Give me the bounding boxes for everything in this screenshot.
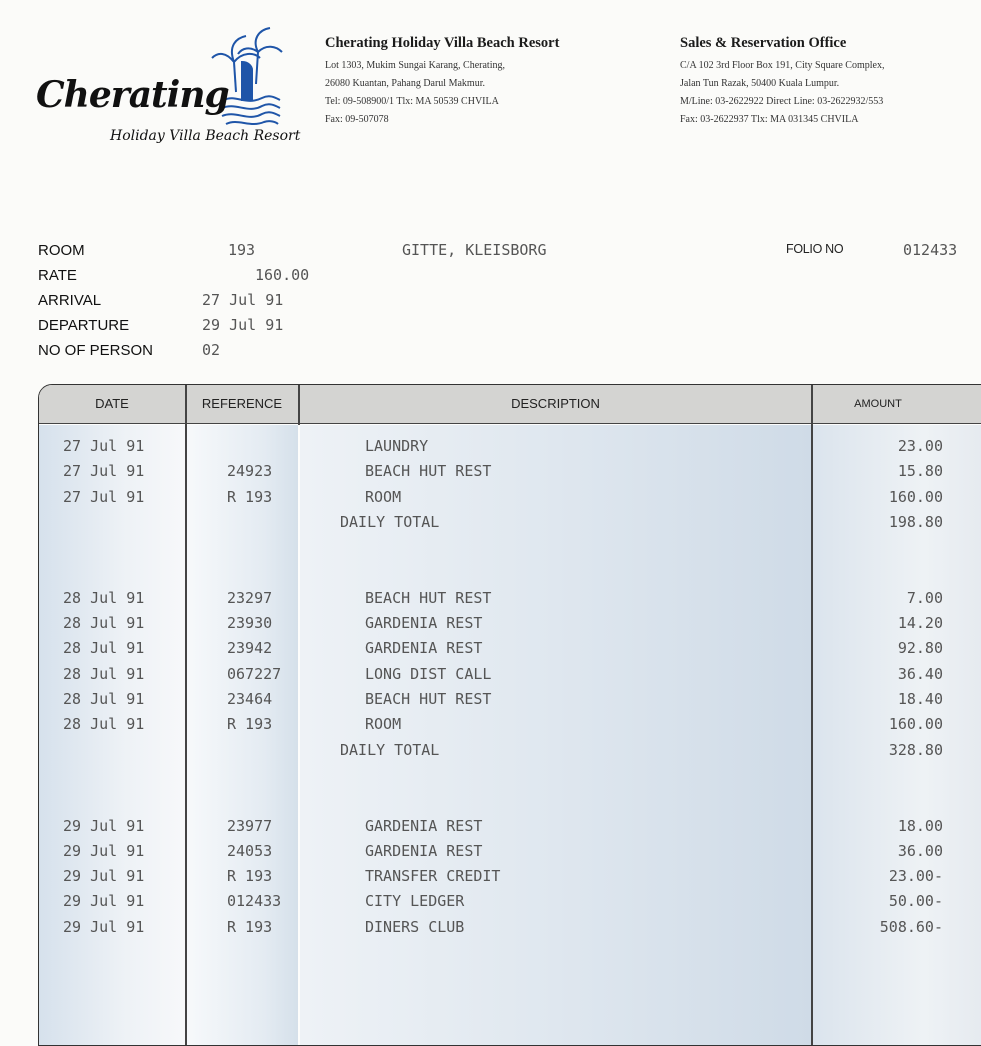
row-date: 28 Jul 91: [63, 614, 145, 633]
row-description: GARDENIA REST: [365, 816, 483, 835]
persons-label: NO OF PERSON: [38, 342, 154, 359]
row-description: BEACH HUT REST: [365, 462, 492, 481]
row-amount: 18.00: [897, 816, 943, 835]
row-reference: 067227: [227, 664, 282, 683]
row-amount: 23.00-: [888, 867, 943, 886]
row-amount: 14.20: [897, 614, 943, 633]
row-date: 29 Jul 91: [63, 816, 145, 835]
row-amount: 23.00: [897, 437, 943, 455]
column-header-description: DESCRIPTION: [511, 396, 600, 411]
row-date: 27 Jul 91: [63, 437, 145, 455]
hotel-phone-line: Tel: 09-508900/1 Tlx: MA 50539 CHVILA: [325, 96, 499, 107]
column-header-reference: REFERENCE: [201, 396, 283, 411]
row-date: 28 Jul 91: [63, 639, 145, 658]
row-description: GARDENIA REST: [365, 639, 483, 658]
row-reference: R 193: [227, 867, 273, 886]
folio-ledger-table: [38, 384, 981, 1046]
row-amount: 7.00: [906, 588, 943, 607]
row-reference: 23977: [227, 816, 273, 835]
logo-tagline: Holiday Villa Beach Resort: [110, 128, 301, 144]
row-amount: 36.40: [897, 664, 943, 683]
row-date: 29 Jul 91: [63, 841, 145, 860]
table-row: [39, 437, 981, 462]
guest-name: GITTE, KLEISBORG: [402, 241, 547, 259]
room-label: ROOM: [38, 242, 85, 259]
arrival-value: 27 Jul 91: [202, 291, 284, 309]
row-date: 28 Jul 91: [63, 664, 145, 683]
column-divider: [298, 385, 300, 425]
daily-total-row: [39, 513, 981, 538]
row-description: CITY LEDGER: [365, 892, 465, 911]
row-date: 28 Jul 91: [63, 588, 145, 607]
table-row: [39, 918, 981, 943]
folio-label: FOLIO NO: [786, 242, 844, 256]
row-reference: R 193: [227, 487, 273, 506]
row-amount: 160.00: [888, 487, 943, 506]
table-row: [39, 589, 981, 614]
row-description: GARDENIA REST: [365, 614, 483, 633]
arrival-label: ARRIVAL: [38, 292, 102, 309]
departure-value: 29 Jul 91: [202, 316, 284, 334]
hotel-fax-line: Fax: 09-507078: [325, 114, 389, 125]
table-row: [39, 639, 981, 664]
row-date: 27 Jul 91: [63, 487, 145, 506]
persons-value: 02: [202, 341, 221, 359]
row-date: 28 Jul 91: [63, 715, 145, 734]
rate-label: RATE: [38, 267, 77, 284]
hotel-name: Cherating Holiday Villa Beach Resort: [325, 35, 560, 51]
room-value: 193: [228, 241, 256, 259]
logo-wordmark: Cherating: [36, 74, 229, 116]
row-reference: 23464: [227, 690, 273, 708]
table-row: [39, 892, 981, 917]
row-amount: 50.00-: [888, 892, 943, 911]
row-amount: 15.80: [897, 462, 943, 481]
row-date: 28 Jul 91: [63, 690, 145, 708]
table-row: [39, 715, 981, 740]
row-reference: 012433: [227, 892, 282, 911]
rate-value: 160.00: [255, 266, 310, 284]
row-reference: 24923: [227, 462, 273, 481]
row-description: BEACH HUT REST: [365, 690, 492, 708]
row-date: 29 Jul 91: [63, 867, 145, 886]
table-row: [39, 690, 981, 715]
row-description: ROOM: [365, 487, 402, 506]
sales-fax-line: Fax: 03-2622937 Tlx: MA 031345 CHVILA: [680, 114, 859, 125]
daily-total-amount: 198.80: [888, 512, 943, 531]
row-amount: 92.80: [897, 639, 943, 658]
row-reference: R 193: [227, 917, 273, 936]
row-amount: 160.00: [888, 715, 943, 734]
departure-label: DEPARTURE: [38, 317, 130, 334]
row-description: LONG DIST CALL: [365, 664, 492, 683]
sales-address-line: Jalan Tun Razak, 50400 Kuala Lumpur.: [680, 78, 840, 89]
row-date: 29 Jul 91: [63, 917, 145, 936]
table-row: [39, 462, 981, 487]
daily-total-row: [39, 741, 981, 766]
resort-logo: [36, 22, 311, 157]
row-reference: 23297: [227, 588, 273, 607]
row-date: 29 Jul 91: [63, 892, 145, 911]
row-description: TRANSFER CREDIT: [365, 867, 501, 886]
table-row: [39, 867, 981, 892]
hotel-address-line: 26080 Kuantan, Pahang Darul Makmur.: [325, 78, 485, 89]
row-reference: 23942: [227, 639, 273, 658]
row-description: ROOM: [365, 715, 402, 734]
row-amount: 36.00: [897, 841, 943, 860]
table-row: [39, 842, 981, 867]
hotel-address-block: [325, 35, 655, 129]
row-reference: 23930: [227, 614, 273, 633]
row-description: GARDENIA REST: [365, 841, 483, 860]
row-date: 27 Jul 91: [63, 462, 145, 481]
row-reference: R 193: [227, 715, 273, 734]
table-row: [39, 817, 981, 842]
row-description: LAUNDRY: [365, 437, 429, 455]
row-amount: 18.40: [897, 690, 943, 708]
daily-total-label: DAILY TOTAL: [340, 740, 440, 759]
table-row: [39, 488, 981, 513]
row-reference: 24053: [227, 841, 273, 860]
daily-total-amount: 328.80: [888, 740, 943, 759]
row-amount: 508.60-: [879, 917, 943, 936]
row-description: BEACH HUT REST: [365, 588, 492, 607]
row-description: DINERS CLUB: [365, 917, 465, 936]
table-row: [39, 614, 981, 639]
column-header-date: DATE: [95, 396, 129, 411]
folio-value: 012433: [903, 241, 958, 259]
daily-total-label: DAILY TOTAL: [340, 512, 440, 531]
table-row: [39, 665, 981, 690]
column-header-amount: AMOUNT: [854, 398, 902, 410]
table-header: [39, 385, 981, 424]
sales-office-name: Sales & Reservation Office: [680, 35, 847, 51]
sales-office-block: [680, 35, 981, 129]
sales-phone-line: M/Line: 03-2622922 Direct Line: 03-2622932/553: [680, 96, 884, 107]
hotel-address-line: Lot 1303, Mukim Sungai Karang, Cherating,: [325, 60, 505, 71]
sales-address-line: C/A 102 3rd Floor Box 191, City Square Complex,: [680, 60, 885, 71]
